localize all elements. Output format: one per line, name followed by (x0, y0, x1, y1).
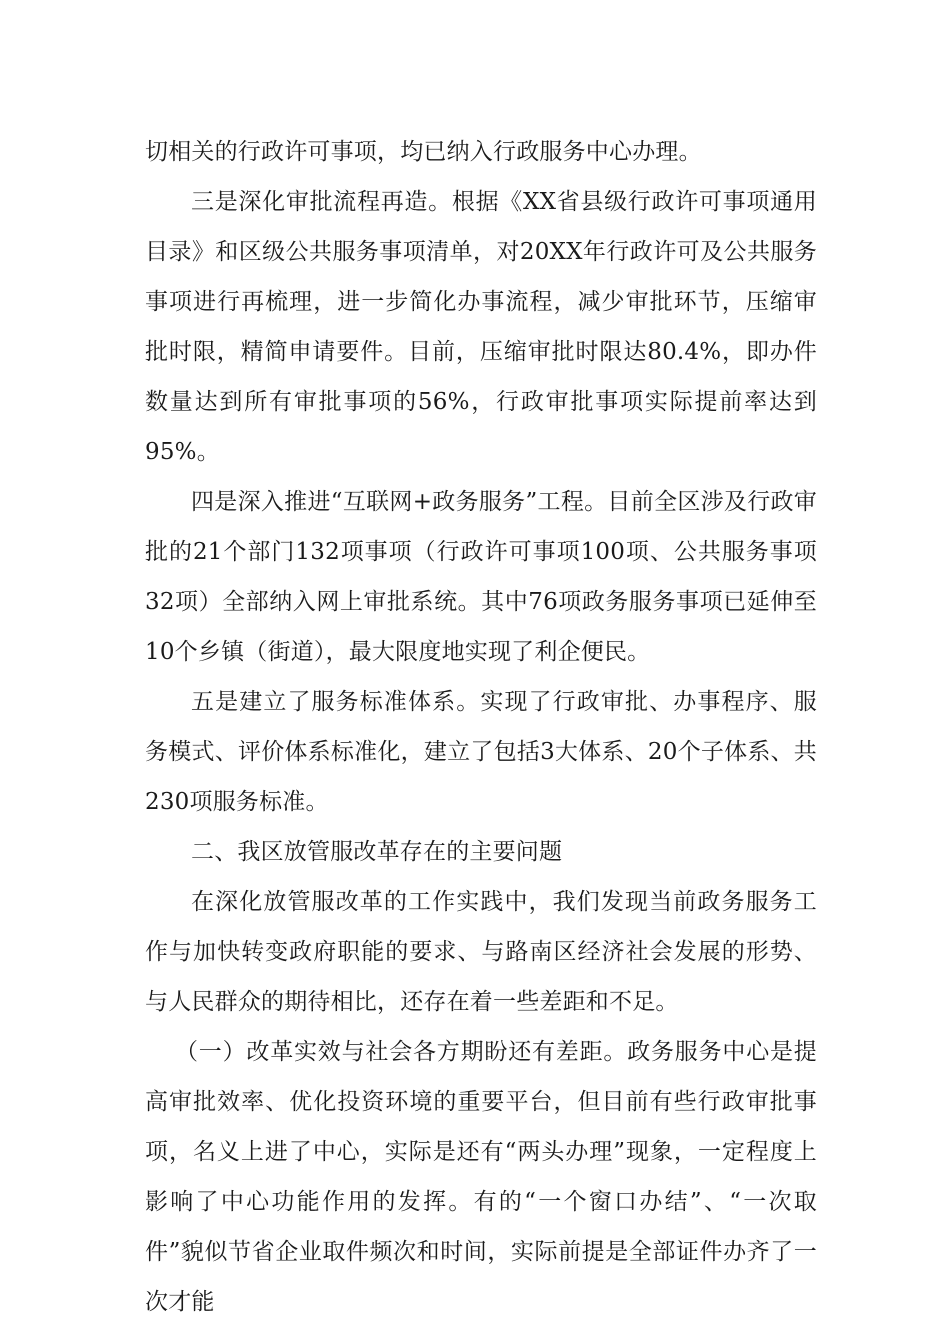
paragraph-problems-intro: 在深化放管服改革的工作实践中，我们发现当前政务服务工作与加快转变政府职能的要求、与路南区经济社会发展的形势、与人民群众的期待相比，还存在着一些差距和不足。 (145, 889, 817, 1015)
paragraph-service-standards: 五是建立了服务标准体系。实现了行政审批、办事程序、服务模式、评价体系标准化，建立了包括3大体系、20个子体系、共230项服务标准。 (145, 689, 817, 815)
document-body (145, 127, 817, 1327)
paragraph-approval-process: 三是深化审批流程再造。根据《XX省县级行政许可事项通用目录》和区级公共服务事项清单，对20XX年行政许可及公共服务事项进行再梳理，进一步简化办事流程，减少审批环节，压缩审批时限，精简申请要件。目前，压缩审批时限达80.4%，即办件数量达到所有审批事项的56%，行政审批事项实际提前率达到95%。 (145, 189, 817, 465)
paragraph-reform-gap: （一）改革实效与社会各方期盼还有差距。政务服务中心是提高审批效率、优化投资环境的重要平台，但目前有些行政审批事项，名义上进了中心，实际是还有“两头办理”现象，一定程度上影响了中心功能作用的发挥。有的“一个窗口办结”、“一次取件”貌似节省企业取件频次和时间，实际前提是全部证件办齐了一次才能 (145, 1039, 817, 1315)
section-heading-problems: 二、我区放管服改革存在的主要问题 (191, 839, 563, 865)
paragraph-internet-services: 四是深入推进“互联网+政务服务”工程。目前全区涉及行政审批的21个部门132项事项（行政许可事项100项、公共服务事项32项）全部纳入网上审批系统。其中76项政务服务事项已延伸至10个乡镇（街道），最大限度地实现了利企便民。 (145, 489, 817, 665)
paragraph-continuation: 切相关的行政许可事项，均已纳入行政服务中心办理。 (145, 139, 702, 165)
